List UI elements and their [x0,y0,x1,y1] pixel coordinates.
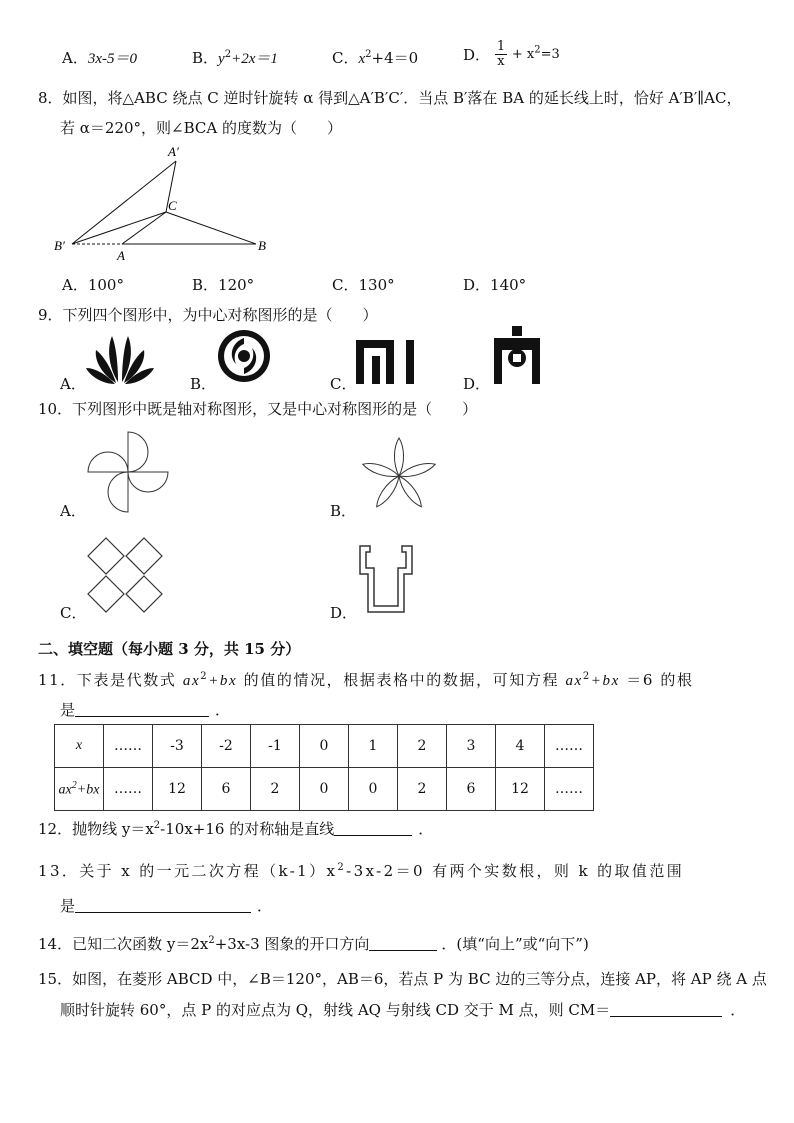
table-cell: 4 [496,725,545,768]
q12-answer-blank[interactable] [334,821,412,836]
q13-answer-blank[interactable] [75,898,251,913]
pinwheel-quarter-circles-icon [86,430,170,514]
table-cell: 1 [349,725,398,768]
table-cell: -2 [202,725,251,768]
q8-option-d: D．140° [463,276,527,294]
q10-option-b-label: B． [330,502,357,520]
section-2-title: 二、填空题（每小题 3 分，共 15 分） [38,640,301,658]
q14-answer-blank[interactable] [369,936,437,951]
four-diamonds-icon [86,536,164,614]
table-cell: 12 [496,768,545,811]
q14-stem: 14．已知二次函数 $y=2x^2+3x-3$ 图象的开口方向 ．(填“向上”或“向下”) [38,935,589,953]
q7-option-d: D． $\frac{1}{x}$ + $x^2=3$ [463,39,560,69]
table-cell: 6 [447,768,496,811]
q15-stem-line1: 15．如图，在菱形 ABCD 中，∠B＝120°，AB＝6，若点 P 为 BC 边的三等分点，连接 AP，将 AP 绕 A 点 [38,970,767,988]
table-cell: …… [545,768,594,811]
huawei-logo-icon [84,330,156,386]
table-cell: -3 [153,725,202,768]
q11-stem-line2: 是 ． [60,701,231,719]
table-cell: 2 [251,768,300,811]
q15-stem-line2: 顺时针旋转 60°，点 P 的对应点为 Q，射线 AQ 与射线 CD 交于 M 点，则 CM＝ ． [60,1001,746,1019]
table-head-cell: $ax^2+bx$ [55,768,104,811]
q8-option-c: C．130° [332,276,395,294]
q11-stem-line1: 11．下表是代数式 $ax^2+bx$ 的值的情况，根据表格中的数据，可知方程 $ax^2+bx =6$ 的根 [38,671,694,689]
label-c: C [168,198,177,213]
q10-option-d-label: D． [330,604,358,622]
q10-option-c-label: C． [60,604,87,622]
q8-option-a: A．100° [62,276,124,294]
table-cell: 3 [447,725,496,768]
table-cell: 6 [202,768,251,811]
q8-stem-line2: 若 α＝220°，则∠BCA 的度数为（ ） [60,119,342,137]
q13-stem-line2: 是 ． [60,897,273,915]
table-cell: 12 [153,768,202,811]
table-cell: …… [545,725,594,768]
castle-shape-icon [358,544,414,614]
label-b-prime: B′ [54,238,65,253]
q7-option-a: A．3x-5＝0 [62,49,137,67]
table-cell: 2 [398,768,447,811]
q9-option-a-label: A． [60,375,86,393]
q8-option-b: B．120° [192,276,255,294]
q10-option-a-label: A． [60,502,86,520]
line-b-prime-a-prime [72,161,176,244]
q9-stem: 9．下列四个图形中，为中心对称图形的是（ ） [38,306,378,324]
label-a-prime: A′ [168,144,179,159]
q13-stem-line1: 13．关于 x 的一元二次方程$(k-1)x^2-3x-2=0$ 有两个实数根，则 k 的取值范围 [38,862,685,880]
table-cell: -1 [251,725,300,768]
table-row [55,768,594,811]
swirl-circle-logo-icon [216,328,272,384]
table-cell: …… [104,768,153,811]
q9-option-b-label: B． [190,375,217,393]
table-row [55,725,594,768]
q8-stem-line1: 8．如图，将△ABC 绕点 C 逆时针旋转 α 得到△A′B′C′．当点 B′落在 BA 的延长线上时，恰好 A′B′∥AC， [38,89,742,107]
table-cell: …… [104,725,153,768]
q9-option-c-label: C． [330,375,357,393]
q12-stem: 12．抛物线 $y=x^2-10x+16$ 的对称轴是直线 ． [38,820,434,838]
table-cell: 0 [300,725,349,768]
q8-triangle-figure [50,142,280,264]
coin-gate-logo-icon [490,326,544,386]
q7-option-b: B．$y^2+2x=1$ [192,49,278,67]
q7-option-c: C．$x^2+4=0$ [332,49,419,67]
label-a: A [117,248,125,263]
q10-stem: 10．下列图形中既是轴对称图形，又是中心对称图形的是（ ） [38,400,478,418]
q15-answer-blank[interactable] [610,1002,722,1017]
table-head-cell: x [55,725,104,768]
q11-value-table [54,724,594,811]
line-c-b [166,212,256,244]
line-c-a [122,212,166,244]
five-petal-flower-icon [358,434,440,514]
q11-answer-blank[interactable] [75,702,209,717]
mi-logo-icon [356,340,418,386]
table-cell: 0 [300,768,349,811]
table-cell: 0 [349,768,398,811]
table-cell: 2 [398,725,447,768]
q9-option-d-label: D． [463,375,491,393]
label-b: B [258,238,266,253]
line-b-prime-c [72,212,166,244]
